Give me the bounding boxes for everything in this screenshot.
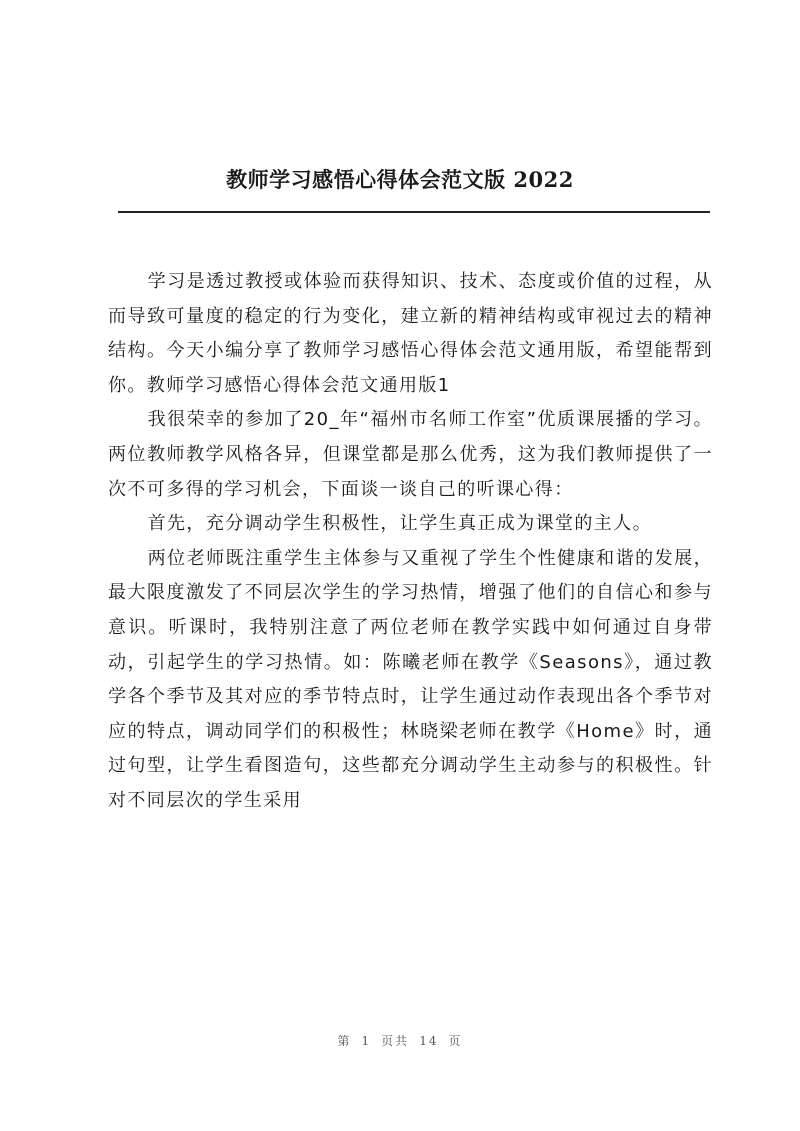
page-footer <box>0 1032 800 1049</box>
page-total: 14 <box>419 1034 439 1048</box>
footer-middle: 页共 <box>381 1034 410 1048</box>
title-divider <box>118 211 710 213</box>
footer-suffix: 页 <box>448 1034 463 1048</box>
document-body <box>108 265 713 819</box>
page-number: 1 <box>361 1034 372 1048</box>
paragraph: 我很荣幸的参加了20_年“福州市名师工作室”优质课展播的学习。两位教师教学风格各异，但课堂都是那么优秀，这为我们教师提供了一次不可多得的学习机会，下面谈一谈自己的听课心得： <box>108 409 713 500</box>
paragraph: 首先，充分调动学生积极性，让学生真正成为课堂的主人。 <box>147 513 652 535</box>
footer-prefix: 第 <box>337 1034 352 1048</box>
paragraph: 学习是透过教授或体验而获得知识、技术、态度或价值的过程，从而导致可量度的稳定的行为变化，建立新的精神结构或审视过去的精神结构。今天小编分享了教师学习感悟心得体会范文通用版，希望能帮到你。教师学习感悟心得体会范文通用版1 <box>108 271 713 396</box>
paragraph: 两位老师既注重学生主体参与又重视了学生个性健康和谐的发展，最大限度激发了不同层次学生的学习热情，增强了他们的自信心和参与意识。听课时，我特别注意了两位老师在教学实践中如何通过自身带动，引起学生的学习热情。如：陈曦老师在教学《Seasons》，通过教学各个季节及其对应的季节特点时，让学生通过动作表现出各个季节对应的特点，调动同学们的积极性；林晓梁老师在教学《Home》时，通过句型，让学生看图造句，这些都充分调动学生主动参与的积极性。针对不同层次的学生采用 <box>108 547 713 811</box>
document-title: 教师学习感悟心得体会范文版 2022 <box>226 167 574 192</box>
